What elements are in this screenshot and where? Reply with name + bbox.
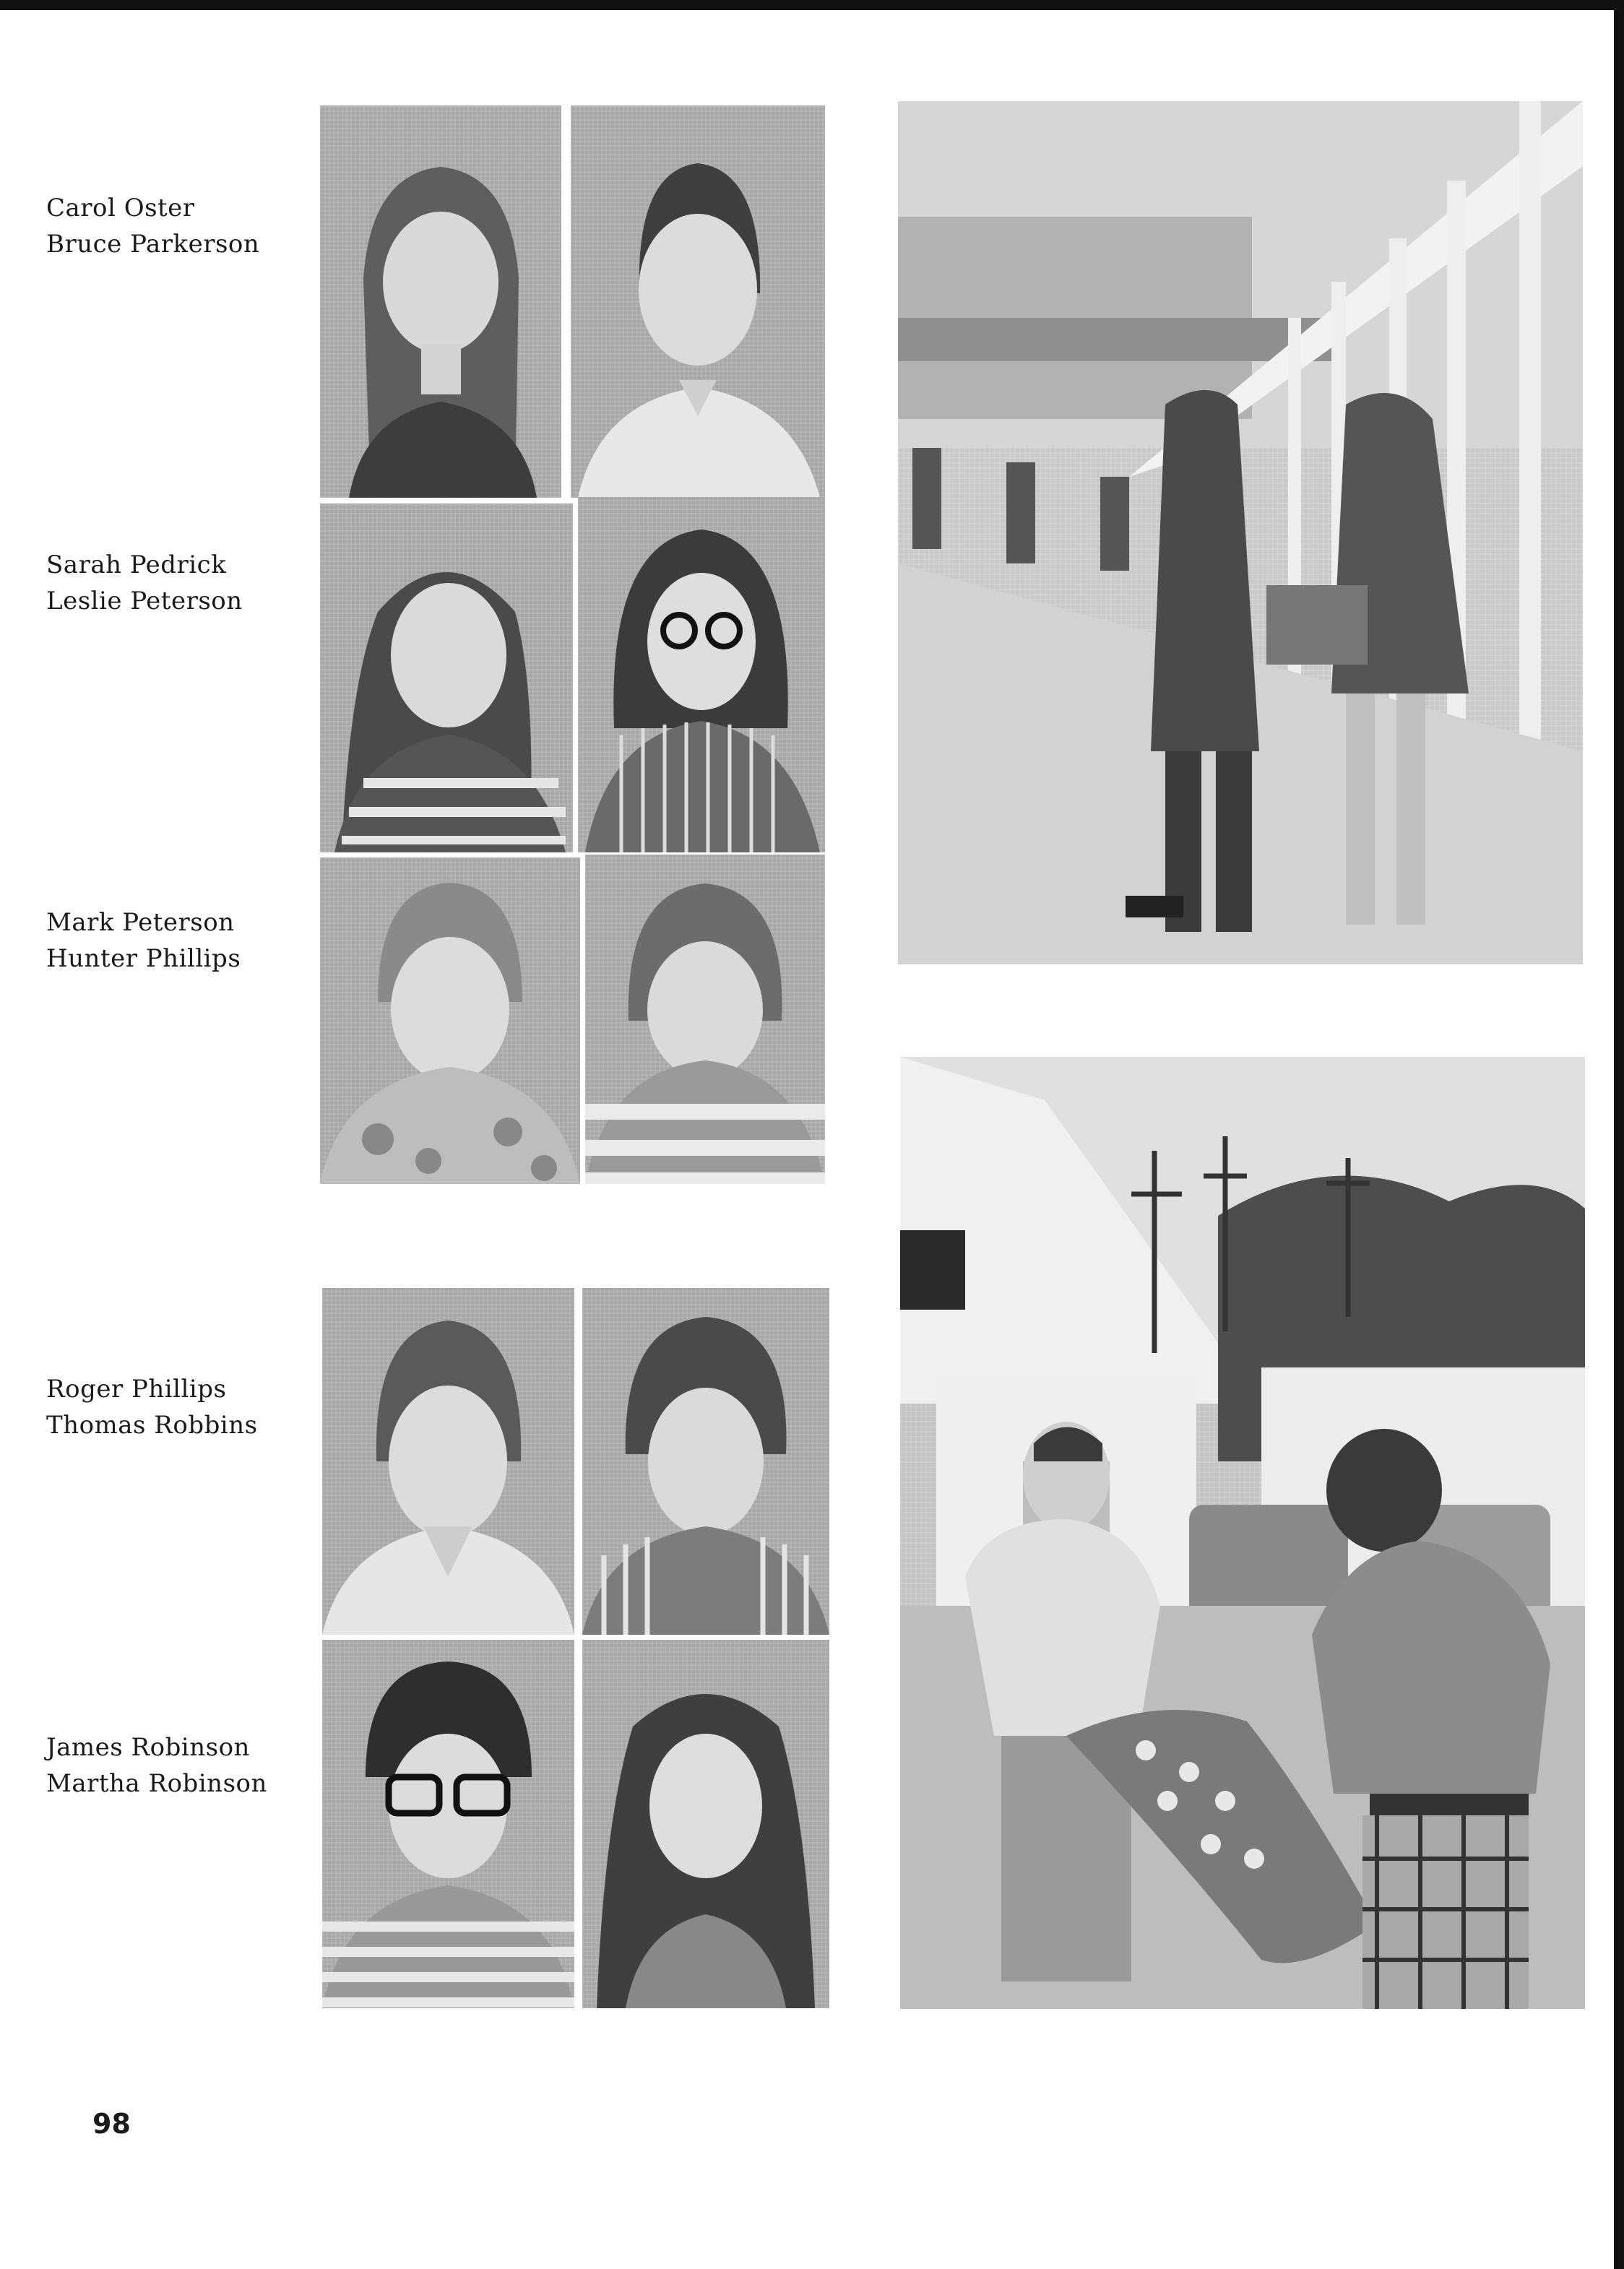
candid-photo-flag-folding (900, 1057, 1585, 2009)
right-border (1614, 0, 1624, 2269)
student-name: Mark Peterson (46, 908, 235, 937)
student-name: Bruce Parkerson (46, 230, 260, 259)
candid-photo-walkway (898, 101, 1583, 964)
student-name: Roger Phillips (46, 1375, 227, 1404)
top-border (0, 0, 1624, 10)
student-name: Leslie Peterson (46, 587, 243, 615)
page-number: 98 (92, 2108, 131, 2140)
student-name: Sarah Pedrick (46, 550, 227, 579)
portrait-mark-peterson (320, 857, 580, 1184)
student-name: James Robinson (46, 1733, 250, 1762)
portrait-hunter-phillips (585, 855, 825, 1184)
portrait-carol-oster (320, 105, 561, 498)
name-pair-4 (46, 1371, 258, 1443)
name-pair-3 (46, 904, 241, 977)
student-name: Hunter Phillips (46, 944, 241, 973)
name-pair-2 (46, 547, 243, 619)
student-name: Carol Oster (46, 194, 195, 222)
portrait-roger-phillips (322, 1288, 574, 1635)
portrait-james-robinson (322, 1640, 574, 2008)
portrait-thomas-robbins (582, 1288, 829, 1635)
portrait-martha-robinson (582, 1640, 829, 2008)
student-name: Thomas Robbins (46, 1411, 258, 1440)
portrait-sarah-pedrick (320, 503, 573, 852)
student-name: Martha Robinson (46, 1769, 267, 1798)
portrait-leslie-peterson (578, 497, 825, 852)
name-pair-5 (46, 1729, 267, 1802)
name-pair-1 (46, 190, 259, 262)
portrait-bruce-parkerson (571, 105, 825, 498)
